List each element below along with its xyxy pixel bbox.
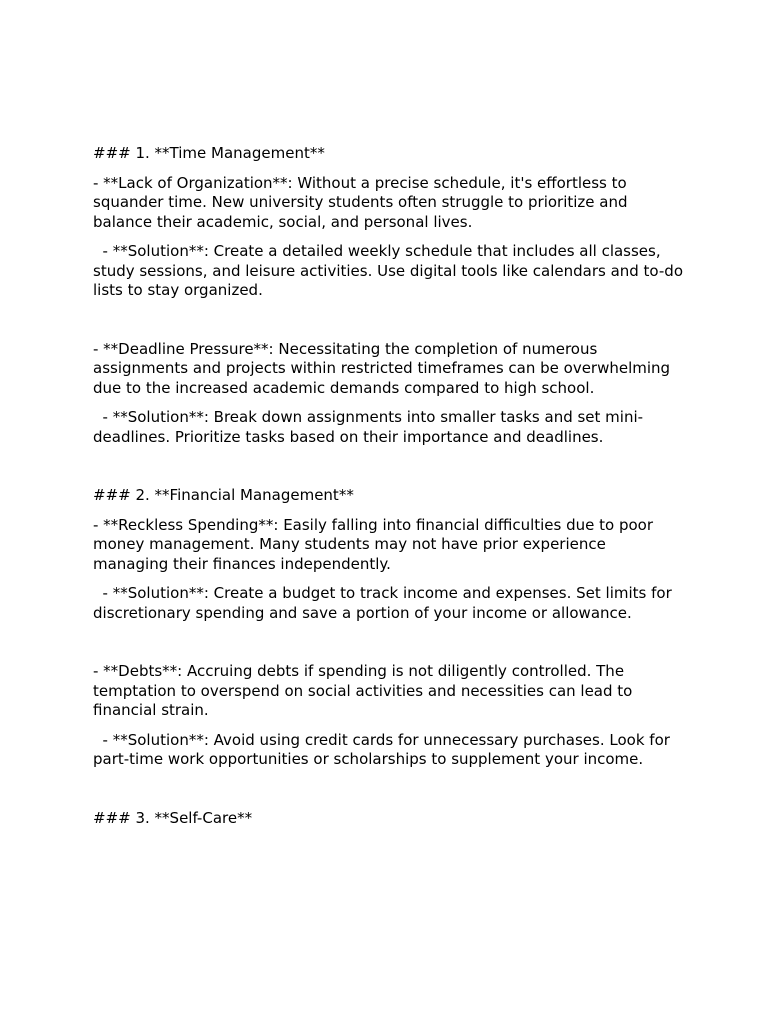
section-heading-financial-management: ### 2. **Financial Management**: [93, 486, 354, 504]
section-heading-time-management: ### 1. **Time Management**: [93, 144, 325, 162]
document-body: [93, 144, 688, 838]
solution-deadline-pressure: - **Solution**: Break down assignments into smaller tasks and set mini-deadlines. Prioritize tasks based on their importance and deadlines.: [93, 408, 644, 446]
point-debts: - **Debts**: Accruing debts if spending is not diligently controlled. The temptation to overspend on social activities and necessities can lead to financial strain.: [93, 662, 638, 719]
solution-debts: - **Solution**: Avoid using credit cards for unnecessary purchases. Look for part-time work opportunities or scholarships to supplement your income.: [93, 730, 675, 768]
section-heading-self-care: ### 3. **Self-Care**: [93, 808, 253, 827]
point-lack-of-organization: - **Lack of Organization**: Without a precise schedule, it's effortless to squander time. New university students often struggle to prioritize and balance their academic, social, and personal lives.: [93, 173, 633, 231]
point-reckless-spending: - **Reckless Spending**: Easily falling into financial difficulties due to poor money management. Many students may not have prior experience managing their finances independently.: [93, 515, 658, 573]
point-deadline-pressure: - **Deadline Pressure**: Necessitating the completion of numerous assignments and projects within restricted timeframes can be overwhelming due to the increased academic demands compared to high school.: [93, 339, 675, 397]
solution-reckless-spending: - **Solution**: Create a budget to track income and expenses. Set limits for discretionary spending and save a portion of your income or allowance.: [93, 584, 677, 622]
solution-lack-of-organization: - **Solution**: Create a detailed weekly schedule that includes all classes, study sessions, and leisure activities. Use digital tools like calendars and to-do lists to stay organized.: [93, 242, 688, 299]
